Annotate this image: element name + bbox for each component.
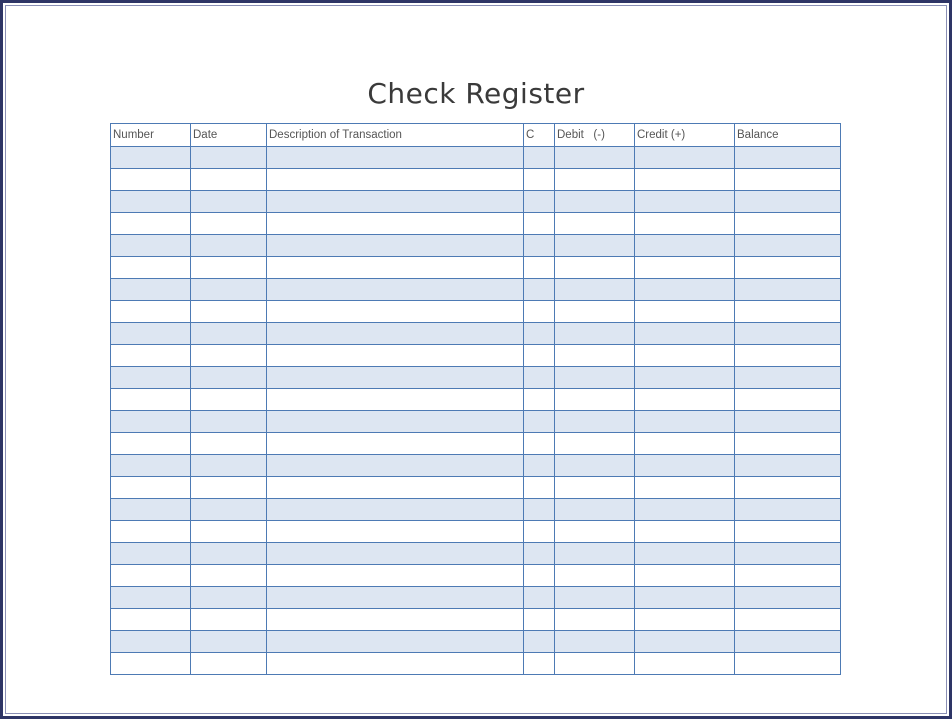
balance-cell[interactable] <box>735 565 841 587</box>
description-cell[interactable] <box>267 521 524 543</box>
description-cell[interactable] <box>267 279 524 301</box>
debit-cell[interactable] <box>555 433 635 455</box>
date-cell[interactable] <box>191 565 267 587</box>
description-cell[interactable] <box>267 477 524 499</box>
number-cell[interactable] <box>111 433 191 455</box>
balance-cell[interactable] <box>735 631 841 653</box>
credit-cell[interactable] <box>635 631 735 653</box>
balance-cell[interactable] <box>735 213 841 235</box>
credit-cell[interactable] <box>635 543 735 565</box>
date-cell[interactable] <box>191 609 267 631</box>
credit-cell[interactable] <box>635 499 735 521</box>
date-cell[interactable] <box>191 235 267 257</box>
credit-cell[interactable] <box>635 147 735 169</box>
column-header-description: Description of Transaction <box>267 124 524 147</box>
table-row <box>111 411 841 433</box>
number-cell[interactable] <box>111 279 191 301</box>
description-cell[interactable] <box>267 411 524 433</box>
column-header-date: Date <box>191 124 267 147</box>
debit-cell[interactable] <box>555 169 635 191</box>
balance-cell[interactable] <box>735 477 841 499</box>
description-cell[interactable] <box>267 213 524 235</box>
number-cell[interactable] <box>111 301 191 323</box>
debit-cell[interactable] <box>555 191 635 213</box>
balance-cell[interactable] <box>735 411 841 433</box>
cleared-cell[interactable] <box>524 257 555 279</box>
date-cell[interactable] <box>191 213 267 235</box>
cleared-cell[interactable] <box>524 565 555 587</box>
credit-cell[interactable] <box>635 279 735 301</box>
date-cell[interactable] <box>191 367 267 389</box>
cleared-cell[interactable] <box>524 235 555 257</box>
credit-cell[interactable] <box>635 191 735 213</box>
cleared-cell[interactable] <box>524 631 555 653</box>
balance-cell[interactable] <box>735 345 841 367</box>
cleared-cell[interactable] <box>524 345 555 367</box>
debit-cell[interactable] <box>555 147 635 169</box>
credit-cell[interactable] <box>635 213 735 235</box>
check-register-table <box>110 123 841 675</box>
number-cell[interactable] <box>111 455 191 477</box>
debit-cell[interactable] <box>555 411 635 433</box>
cleared-cell[interactable] <box>524 543 555 565</box>
table-row <box>111 587 841 609</box>
cleared-cell[interactable] <box>524 433 555 455</box>
debit-cell[interactable] <box>555 235 635 257</box>
number-cell[interactable] <box>111 653 191 675</box>
description-cell[interactable] <box>267 301 524 323</box>
debit-cell[interactable] <box>555 653 635 675</box>
cleared-cell[interactable] <box>524 147 555 169</box>
cleared-cell[interactable] <box>524 389 555 411</box>
date-cell[interactable] <box>191 653 267 675</box>
cleared-cell[interactable] <box>524 301 555 323</box>
cleared-cell[interactable] <box>524 367 555 389</box>
table-row <box>111 257 841 279</box>
date-cell[interactable] <box>191 301 267 323</box>
credit-cell[interactable] <box>635 257 735 279</box>
cleared-cell[interactable] <box>524 499 555 521</box>
number-cell[interactable] <box>111 499 191 521</box>
balance-cell[interactable] <box>735 521 841 543</box>
number-cell[interactable] <box>111 367 191 389</box>
table-row <box>111 367 841 389</box>
number-cell[interactable] <box>111 477 191 499</box>
credit-cell[interactable] <box>635 345 735 367</box>
credit-cell[interactable] <box>635 565 735 587</box>
description-cell[interactable] <box>267 235 524 257</box>
debit-cell[interactable] <box>555 477 635 499</box>
balance-cell[interactable] <box>735 609 841 631</box>
date-cell[interactable] <box>191 477 267 499</box>
number-cell[interactable] <box>111 565 191 587</box>
date-cell[interactable] <box>191 433 267 455</box>
number-cell[interactable] <box>111 587 191 609</box>
description-cell[interactable] <box>267 565 524 587</box>
number-cell[interactable] <box>111 521 191 543</box>
balance-cell[interactable] <box>735 433 841 455</box>
balance-cell[interactable] <box>735 191 841 213</box>
description-cell[interactable] <box>267 433 524 455</box>
table-row <box>111 213 841 235</box>
credit-cell[interactable] <box>635 477 735 499</box>
table-row <box>111 499 841 521</box>
debit-cell[interactable] <box>555 631 635 653</box>
number-cell[interactable] <box>111 147 191 169</box>
date-cell[interactable] <box>191 345 267 367</box>
cleared-cell[interactable] <box>524 521 555 543</box>
description-cell[interactable] <box>267 653 524 675</box>
number-cell[interactable] <box>111 389 191 411</box>
credit-cell[interactable] <box>635 521 735 543</box>
debit-cell[interactable] <box>555 279 635 301</box>
number-cell[interactable] <box>111 543 191 565</box>
table-row <box>111 323 841 345</box>
date-cell[interactable] <box>191 455 267 477</box>
balance-cell[interactable] <box>735 169 841 191</box>
debit-cell[interactable] <box>555 389 635 411</box>
debit-cell[interactable] <box>555 323 635 345</box>
table-row <box>111 543 841 565</box>
debit-cell[interactable] <box>555 587 635 609</box>
number-cell[interactable] <box>111 169 191 191</box>
cleared-cell[interactable] <box>524 279 555 301</box>
balance-cell[interactable] <box>735 587 841 609</box>
credit-cell[interactable] <box>635 609 735 631</box>
balance-cell[interactable] <box>735 301 841 323</box>
balance-cell[interactable] <box>735 147 841 169</box>
debit-cell[interactable] <box>555 609 635 631</box>
description-cell[interactable] <box>267 389 524 411</box>
credit-cell[interactable] <box>635 653 735 675</box>
debit-cell[interactable] <box>555 565 635 587</box>
date-cell[interactable] <box>191 323 267 345</box>
debit-cell[interactable] <box>555 345 635 367</box>
debit-cell[interactable] <box>555 455 635 477</box>
description-cell[interactable] <box>267 345 524 367</box>
number-cell[interactable] <box>111 631 191 653</box>
date-cell[interactable] <box>191 169 267 191</box>
balance-cell[interactable] <box>735 257 841 279</box>
date-cell[interactable] <box>191 631 267 653</box>
balance-cell[interactable] <box>735 279 841 301</box>
cleared-cell[interactable] <box>524 411 555 433</box>
description-cell[interactable] <box>267 367 524 389</box>
date-cell[interactable] <box>191 543 267 565</box>
description-cell[interactable] <box>267 455 524 477</box>
debit-cell[interactable] <box>555 499 635 521</box>
column-header-debit: Debit (-) <box>555 124 635 147</box>
description-cell[interactable] <box>267 257 524 279</box>
description-cell[interactable] <box>267 609 524 631</box>
credit-cell[interactable] <box>635 455 735 477</box>
number-cell[interactable] <box>111 257 191 279</box>
header-row <box>111 124 841 147</box>
cleared-cell[interactable] <box>524 455 555 477</box>
date-cell[interactable] <box>191 499 267 521</box>
number-cell[interactable] <box>111 323 191 345</box>
debit-cell[interactable] <box>555 301 635 323</box>
page-title: Check Register <box>367 77 585 110</box>
description-cell[interactable] <box>267 323 524 345</box>
description-cell[interactable] <box>267 169 524 191</box>
description-cell[interactable] <box>267 587 524 609</box>
table-row <box>111 147 841 169</box>
balance-cell[interactable] <box>735 455 841 477</box>
table-row <box>111 477 841 499</box>
debit-cell[interactable] <box>555 521 635 543</box>
balance-cell[interactable] <box>735 543 841 565</box>
table-row <box>111 433 841 455</box>
cleared-cell[interactable] <box>524 191 555 213</box>
table-row <box>111 455 841 477</box>
credit-cell[interactable] <box>635 587 735 609</box>
number-cell[interactable] <box>111 213 191 235</box>
date-cell[interactable] <box>191 389 267 411</box>
description-cell[interactable] <box>267 191 524 213</box>
credit-cell[interactable] <box>635 301 735 323</box>
description-cell[interactable] <box>267 147 524 169</box>
balance-cell[interactable] <box>735 367 841 389</box>
number-cell[interactable] <box>111 345 191 367</box>
table-row <box>111 235 841 257</box>
table-row <box>111 191 841 213</box>
credit-cell[interactable] <box>635 235 735 257</box>
date-cell[interactable] <box>191 147 267 169</box>
cleared-cell[interactable] <box>524 587 555 609</box>
table-row <box>111 301 841 323</box>
cleared-cell[interactable] <box>524 323 555 345</box>
balance-cell[interactable] <box>735 389 841 411</box>
cleared-cell[interactable] <box>524 213 555 235</box>
table-row <box>111 631 841 653</box>
description-cell[interactable] <box>267 631 524 653</box>
debit-cell[interactable] <box>555 257 635 279</box>
balance-cell[interactable] <box>735 235 841 257</box>
table-row <box>111 169 841 191</box>
table-row <box>111 389 841 411</box>
table-row <box>111 653 841 675</box>
number-cell[interactable] <box>111 411 191 433</box>
column-header-balance: Balance <box>735 124 841 147</box>
date-cell[interactable] <box>191 411 267 433</box>
date-cell[interactable] <box>191 521 267 543</box>
register-body <box>111 147 841 675</box>
column-header-credit: Credit (+) <box>635 124 735 147</box>
number-cell[interactable] <box>111 609 191 631</box>
number-cell[interactable] <box>111 191 191 213</box>
column-header-number: Number <box>111 124 191 147</box>
cleared-cell[interactable] <box>524 169 555 191</box>
credit-cell[interactable] <box>635 367 735 389</box>
date-cell[interactable] <box>191 257 267 279</box>
column-header-cleared: C <box>524 124 555 147</box>
table-row <box>111 345 841 367</box>
balance-cell[interactable] <box>735 653 841 675</box>
cleared-cell[interactable] <box>524 609 555 631</box>
debit-cell[interactable] <box>555 367 635 389</box>
debit-cell[interactable] <box>555 543 635 565</box>
balance-cell[interactable] <box>735 499 841 521</box>
number-cell[interactable] <box>111 235 191 257</box>
credit-cell[interactable] <box>635 169 735 191</box>
credit-cell[interactable] <box>635 433 735 455</box>
table-row <box>111 565 841 587</box>
table-row <box>111 609 841 631</box>
date-cell[interactable] <box>191 279 267 301</box>
cleared-cell[interactable] <box>524 653 555 675</box>
debit-cell[interactable] <box>555 213 635 235</box>
credit-cell[interactable] <box>635 389 735 411</box>
description-cell[interactable] <box>267 499 524 521</box>
balance-cell[interactable] <box>735 323 841 345</box>
date-cell[interactable] <box>191 191 267 213</box>
table-row <box>111 521 841 543</box>
table-row <box>111 279 841 301</box>
description-cell[interactable] <box>267 543 524 565</box>
credit-cell[interactable] <box>635 411 735 433</box>
cleared-cell[interactable] <box>524 477 555 499</box>
credit-cell[interactable] <box>635 323 735 345</box>
date-cell[interactable] <box>191 587 267 609</box>
